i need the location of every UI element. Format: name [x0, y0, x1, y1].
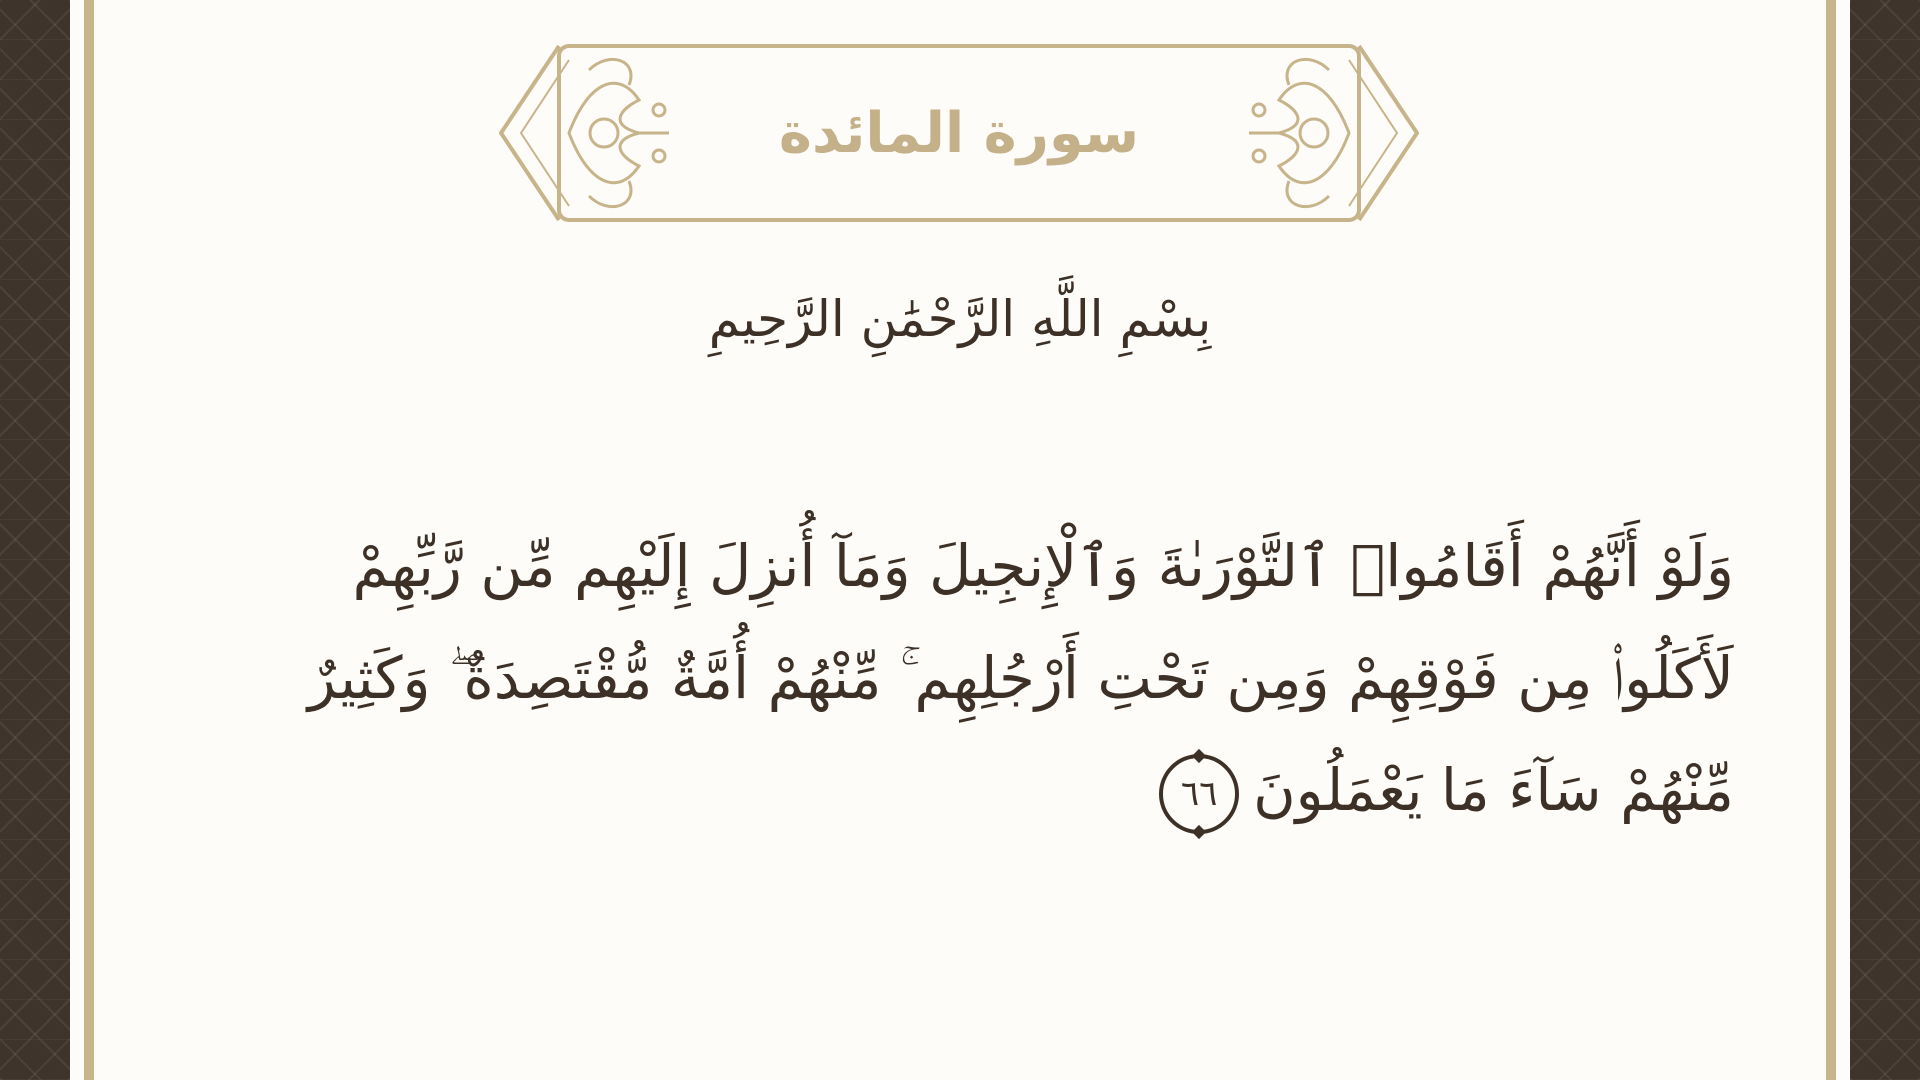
right-gold-border	[1826, 0, 1836, 1080]
surah-header-frame	[499, 40, 1419, 226]
ayah-line-1: وَلَوْ أَنَّهُمْ أَقَامُوا۟ ٱلتَّوْرَىٰةَ وَٱلْإِنجِيلَ وَمَآ أُنزِلَ إِلَيْهِم مِّن رَّبِّهِمْ	[352, 532, 1734, 600]
ayah-line-2: لَأَكَلُوا۟ مِن فَوْقِهِمْ وَمِن تَحْتِ أَرْجُلِهِم ۚ مِّنْهُمْ أُمَّةٌ مُّقْتَصِدَةٌ ۖ وَكَثِيرٌ	[307, 644, 1734, 712]
ayah-text	[264, 510, 1734, 846]
basmala: بِسْمِ اللَّهِ الرَّحْمَٰنِ الرَّحِيمِ	[708, 290, 1212, 348]
ayah-line-3	[264, 734, 1734, 846]
left-pattern-panel	[0, 0, 70, 1080]
right-pattern-panel	[1850, 0, 1920, 1080]
left-gold-border	[84, 0, 94, 1080]
ayah-number-marker: ٦٦	[1159, 754, 1239, 834]
ayah-line-3-text: مِّنْهُمْ سَآءَ مَا يَعْمَلُونَ	[1253, 756, 1734, 824]
surah-title: سورة المائدة	[778, 100, 1140, 166]
mushaf-page	[94, 0, 1826, 1080]
